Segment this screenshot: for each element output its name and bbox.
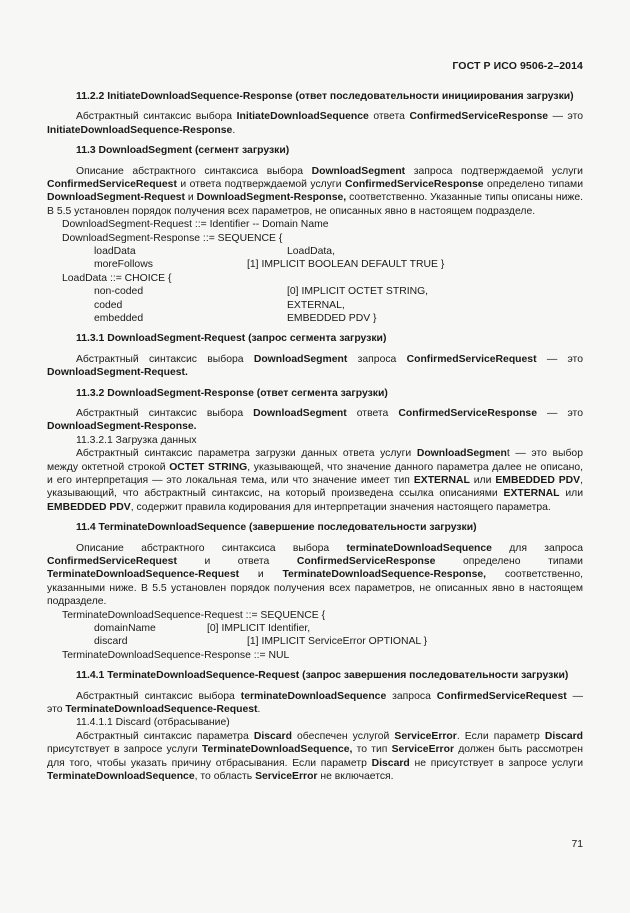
paragraph: Абстрактный синтаксис параметра Discard обеспечен услугой ServiceError. Если параметр Discard присутствует в запросе услуги TerminateDownloadSequence, то тип ServiceError должен быть рассмотрен для того, чтобы указать причину отбрасывания. Если параметр Discard не присутствует в запросе услуги TerminateDownloadSequence, то область ServiceError не включается. [47, 730, 584, 783]
heading-11-2-2: 11.2.2 InitiateDownloadSequence-Response (ответ последовательности инициирования загрузки) [76, 91, 574, 102]
paragraph: Описание абстрактного синтаксиса выбора terminateDownloadSequence для запроса ConfirmedServiceRequest и ответа ConfirmedServiceResponse определено типами TerminateDownloadSequence-Request и TerminateDownloadSequence-Response, соответственно, указанными ниже. В 5.5 установлен порядок получения всех параметров, не описанных явно в настоящем подразделе. [47, 542, 583, 608]
code-block-terminate-download: TerminateDownloadSequence-Request ::= SEQUENCE { domainName [0] IMPLICIT Identifier, discard [1] IMPLICIT ServiceError OPTIONAL } TerminateDownloadSequence-Response ::= NUL [62, 609, 428, 661]
heading-11-3-2: 11.3.2 DownloadSegment-Response (ответ сегмента загрузки) [76, 387, 388, 399]
code-line: loadData [94, 246, 136, 258]
standard-header: ГОСТ Р ИСО 9506-2–2014 [452, 60, 583, 72]
heading-11-3: 11.3 DownloadSegment (сегмент загрузки) [76, 145, 290, 157]
code-line: TerminateDownloadSequence-Request ::= SEQUENCE { [62, 609, 326, 621]
code-line: DownloadSegment-Request ::= Identifier -- Domain Name [62, 219, 329, 231]
code-line: LoadData ::= CHOICE { [62, 272, 172, 284]
subheading-11-3-2-1: 11.3.2.1 Загрузка данных [76, 434, 197, 446]
heading-11-4-1: 11.4.1 TerminateDownloadSequence-Request (запрос завершения последовательности загрузки) [76, 670, 569, 682]
paragraph: Абстрактный синтаксис выбора InitiateDownloadSequence ответа ConfirmedServiceResponse — это InitiateDownloadSequence-Response. [47, 111, 583, 136]
paragraph: Абстрактный синтаксис выбора DownloadSegment ответа ConfirmedServiceResponse — это DownloadSegment-Response. [47, 408, 583, 433]
code-line: TerminateDownloadSequence-Response ::= NUL [62, 649, 290, 661]
code-line: domainName [94, 623, 156, 635]
code-block-download-segment: DownloadSegment-Request ::= Identifier -- Domain Name DownloadSegment-Response ::= SEQUENCE { loadData LoadData, moreFollows [1] IMPLICIT BOOLEAN DEFAULT TRUE } LoadData ::= CHOICE { non-coded [0] IMPLICIT OCTET STRING, coded EXTERNAL, embedded EMBEDDED PDV } [62, 219, 445, 324]
paragraph: Описание абстрактного синтаксиса выбора DownloadSegment запроса подтверждаемой услуги ConfirmedServiceRequest и ответа подтверждаемой услуги ConfirmedServiceResponse определено типами DownloadSegment-Request и DownloadSegment-Response, соответственно. Указанные типы описаны ниже. В 5.5 установлен порядок получения всех параметров, не описанных явно в настоящем подразделе. [47, 165, 583, 217]
code-line: DownloadSegment-Response ::= SEQUENCE { [62, 232, 283, 244]
heading-11-3-1: 11.3.1 DownloadSegment-Request (запрос сегмента загрузки) [76, 333, 387, 345]
code-line: coded [94, 299, 123, 311]
code-line: moreFollows [94, 259, 153, 271]
code-line: non-coded [94, 286, 144, 298]
heading-11-4: 11.4 TerminateDownloadSequence (завершение последовательности загрузки) [76, 522, 477, 534]
paragraph: Абстрактный синтаксис параметра загрузки данных ответа услуги DownloadSegment — это выбор между октетной строкой OCTET STRING, указывающей, что значение данного параметра далее не описано, и его интерпретация — это локальная тема, или что значение имеет тип EXTERNAL или EMBEDDED PDV, указывающий, что абстрактный синтаксис, на который произведена ссылка описаниями EXTERNAL или EMBEDDED PDV, содержит правила кодирования для интерпретации значения настоящего параметра. [47, 448, 584, 513]
page-number: 71 [571, 839, 583, 850]
paragraph: Абстрактный синтаксис выбора terminateDownloadSequence запроса ConfirmedServiceRequest — это TerminateDownloadSequence-Request. [47, 690, 584, 716]
code-line: embedded [94, 312, 144, 324]
subheading-11-4-1-1: 11.4.1.1 Discard (отбрасывание) [76, 717, 230, 729]
page-content [47, 90, 583, 784]
paragraph: Абстрактный синтаксис выбора DownloadSegment запроса ConfirmedServiceRequest — это DownloadSegment-Request. [47, 353, 583, 379]
code-line: discard [94, 636, 128, 648]
